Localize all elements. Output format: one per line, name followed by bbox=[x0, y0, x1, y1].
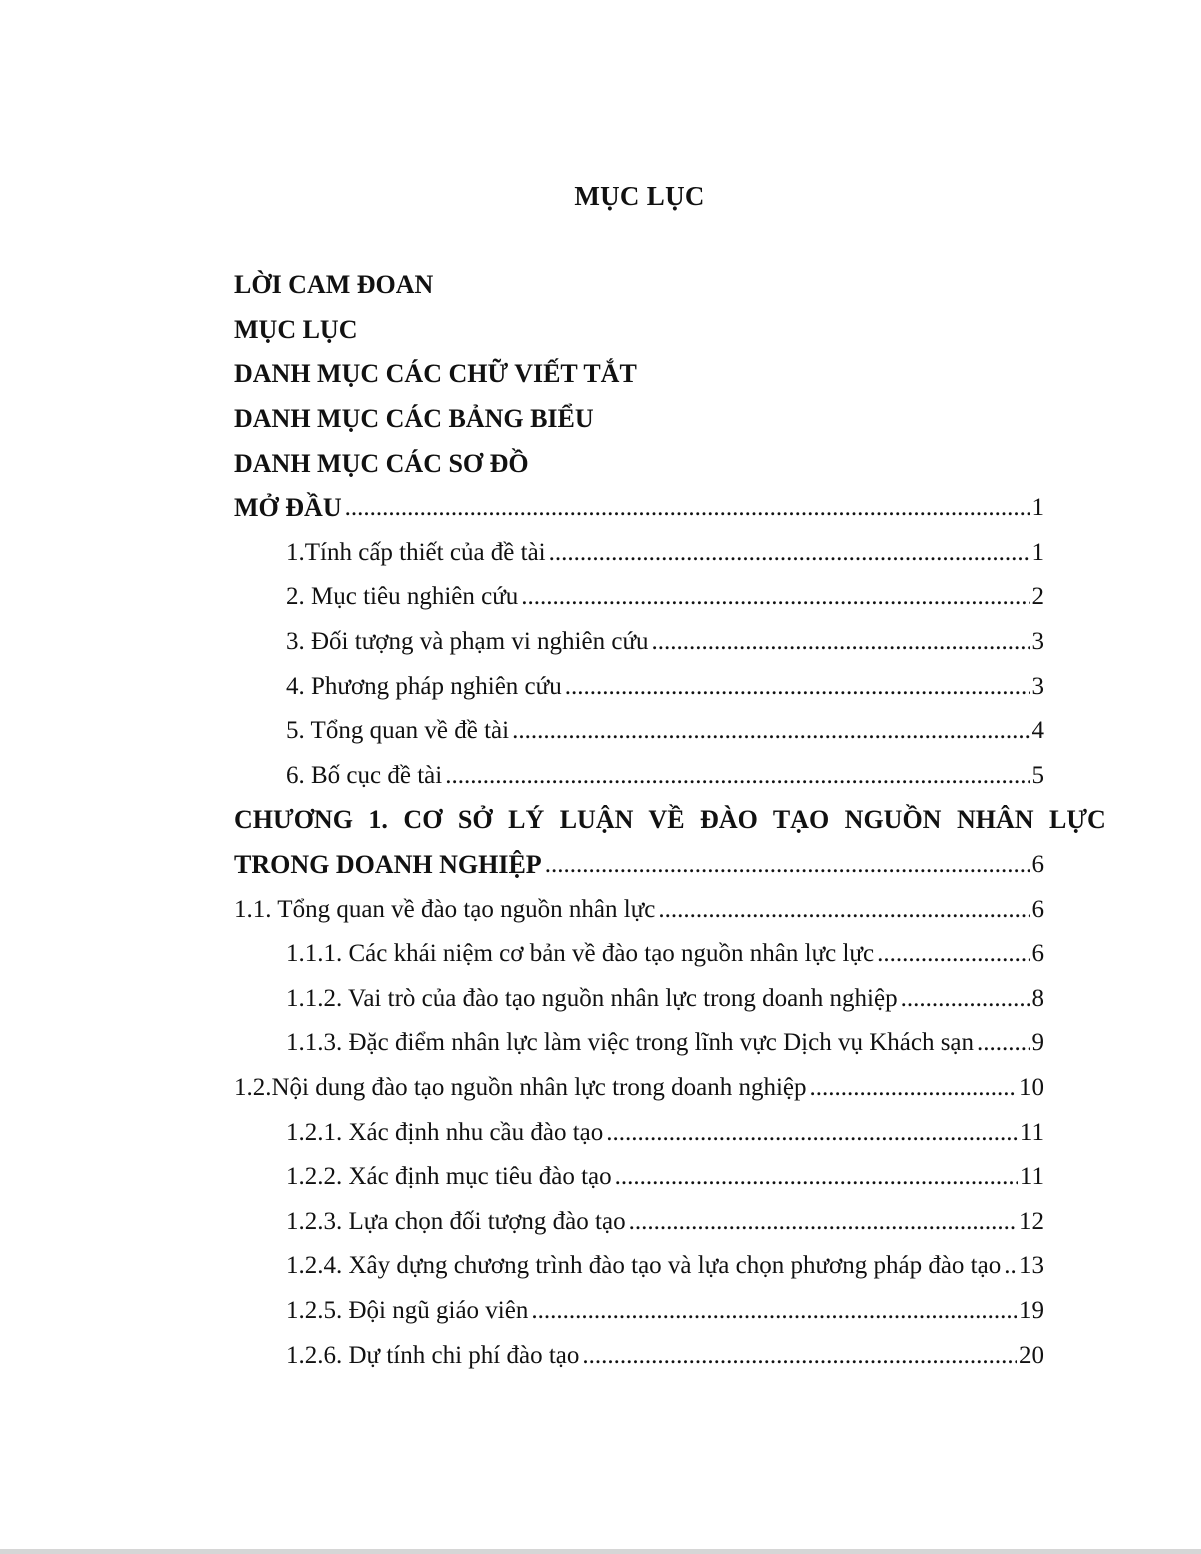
toc-entry-label: MỞ ĐẦU bbox=[234, 493, 342, 523]
toc-entry-label: 2. Mục tiêu nghiên cứu bbox=[286, 583, 519, 611]
toc-page-number: 5 bbox=[1031, 761, 1044, 789]
toc-page-number: 11 bbox=[1019, 1163, 1044, 1191]
toc-entry[interactable] bbox=[234, 977, 1044, 1022]
dot-leader bbox=[652, 627, 1030, 657]
toc-entry[interactable] bbox=[234, 664, 1044, 709]
toc-entry-label: 1.2.1. Xác định nhu cầu đào tạo bbox=[286, 1118, 604, 1146]
toc-page-number: 2 bbox=[1031, 583, 1044, 611]
toc-entry-label: DANH MỤC CÁC CHỮ VIẾT TẮT bbox=[234, 359, 637, 389]
toc-entry-label: 1.2.6. Dự tính chi phí đào tạo bbox=[286, 1341, 580, 1369]
dot-leader bbox=[901, 984, 1030, 1014]
toc-page-number: 10 bbox=[1019, 1073, 1044, 1101]
toc-entry-label: 1.2.Nội dung đào tạo nguồn nhân lực trong doanh nghiệp bbox=[234, 1073, 807, 1101]
dot-leader bbox=[582, 1341, 1017, 1371]
dot-leader bbox=[521, 582, 1029, 612]
toc-entry[interactable] bbox=[234, 932, 1044, 977]
toc-page-number: 11 bbox=[1019, 1118, 1044, 1146]
toc-entry[interactable] bbox=[234, 1066, 1044, 1111]
toc-page-number: 4 bbox=[1031, 717, 1044, 745]
page-bottom-edge bbox=[0, 1549, 1201, 1554]
toc-entry-label: DANH MỤC CÁC SƠ ĐỒ bbox=[234, 448, 529, 478]
toc-entry[interactable] bbox=[234, 620, 1044, 665]
toc-entry[interactable] bbox=[234, 1333, 1044, 1378]
toc-entry[interactable] bbox=[234, 397, 1044, 442]
dot-leader bbox=[445, 761, 1029, 791]
toc-entry-label: 1.2.4. Xây dựng chương trình đào tạo và lựa chọn phương pháp đào tạo bbox=[286, 1252, 1002, 1280]
toc-entry-label: CHƯƠNG 1. CƠ SỞ LÝ LUẬN VỀ ĐÀO TẠO NGUỒN NHÂN LỰC bbox=[234, 805, 1106, 835]
toc-page-number: 19 bbox=[1019, 1296, 1044, 1324]
toc-page-number: 3 bbox=[1031, 628, 1044, 656]
toc-entry[interactable] bbox=[234, 1155, 1044, 1200]
toc-entry[interactable] bbox=[234, 575, 1044, 620]
dot-leader bbox=[810, 1073, 1018, 1103]
toc-entry-label: 1.1. Tổng quan về đào tạo nguồn nhân lực bbox=[234, 895, 656, 923]
toc-page-number: 1 bbox=[1031, 538, 1044, 566]
dot-leader bbox=[545, 850, 1030, 880]
toc-page-number: 9 bbox=[1031, 1029, 1044, 1057]
toc-entry[interactable] bbox=[234, 798, 1106, 843]
dot-leader bbox=[512, 716, 1029, 746]
dot-leader bbox=[658, 895, 1029, 925]
toc-entry[interactable] bbox=[234, 486, 1044, 531]
toc-page-number: 8 bbox=[1031, 984, 1044, 1012]
dot-leader bbox=[549, 538, 1030, 568]
toc-entry[interactable] bbox=[234, 1110, 1044, 1155]
toc-page-number: 1 bbox=[1031, 494, 1044, 522]
dot-leader bbox=[877, 939, 1029, 969]
toc-entry-label: LỜI CAM ĐOAN bbox=[234, 270, 434, 300]
toc-entry-label: DANH MỤC CÁC BẢNG BIỂU bbox=[234, 404, 594, 434]
toc-entry[interactable] bbox=[234, 887, 1044, 932]
table-of-contents bbox=[234, 263, 1106, 1378]
dot-leader bbox=[345, 493, 1030, 523]
dot-leader bbox=[531, 1296, 1017, 1326]
dot-leader bbox=[615, 1162, 1018, 1192]
toc-page-number: 3 bbox=[1031, 672, 1044, 700]
toc-page-number: 6 bbox=[1031, 895, 1044, 923]
toc-page-number: 12 bbox=[1019, 1207, 1044, 1235]
toc-entry-label: 1.Tính cấp thiết của đề tài bbox=[286, 538, 546, 566]
toc-entry-label: 3. Đối tượng và phạm vi nghiên cứu bbox=[286, 628, 649, 656]
toc-entry[interactable] bbox=[234, 531, 1044, 576]
dot-leader bbox=[629, 1207, 1017, 1237]
page-title: MỤC LỤC bbox=[574, 181, 705, 211]
dot-leader bbox=[1004, 1251, 1017, 1281]
toc-page-number: 20 bbox=[1019, 1341, 1044, 1369]
toc-entry[interactable] bbox=[234, 1289, 1044, 1334]
toc-entry[interactable] bbox=[234, 1244, 1044, 1289]
toc-entry[interactable] bbox=[234, 263, 1044, 308]
toc-entry-label: 1.1.2. Vai trò của đào tạo nguồn nhân lực trong doanh nghiệp bbox=[286, 984, 898, 1012]
toc-entry-label: 1.2.5. Đội ngũ giáo viên bbox=[286, 1296, 529, 1324]
toc-entry[interactable] bbox=[234, 843, 1044, 888]
toc-entry[interactable] bbox=[234, 352, 1044, 397]
dot-leader bbox=[606, 1118, 1018, 1148]
toc-entry-label: 4. Phương pháp nghiên cứu bbox=[286, 672, 562, 700]
toc-entry[interactable] bbox=[234, 709, 1044, 754]
toc-entry-label: TRONG DOANH NGHIỆP bbox=[234, 850, 542, 880]
toc-entry[interactable] bbox=[234, 441, 1044, 486]
toc-entry[interactable] bbox=[234, 308, 1044, 353]
toc-entry-label: 6. Bố cục đề tài bbox=[286, 761, 443, 789]
toc-entry[interactable] bbox=[234, 754, 1044, 799]
toc-entry-label: 1.2.2. Xác định mục tiêu đào tạo bbox=[286, 1163, 612, 1191]
toc-page-number: 13 bbox=[1019, 1252, 1044, 1280]
dot-leader bbox=[977, 1028, 1029, 1058]
toc-entry-label: 1.1.1. Các khái niệm cơ bản về đào tạo nguồn nhân lực lực bbox=[286, 940, 875, 968]
toc-page-number: 6 bbox=[1031, 851, 1044, 879]
toc-entry-label: 1.1.3. Đặc điểm nhân lực làm việc trong lĩnh vực Dịch vụ Khách sạn bbox=[286, 1029, 975, 1057]
dot-leader bbox=[565, 672, 1030, 702]
toc-entry-label: 5. Tổng quan về đề tài bbox=[286, 717, 510, 745]
toc-entry[interactable] bbox=[234, 1199, 1044, 1244]
toc-page-number: 6 bbox=[1031, 940, 1044, 968]
toc-entry-label: 1.2.3. Lựa chọn đối tượng đào tạo bbox=[286, 1207, 626, 1235]
toc-entry[interactable] bbox=[234, 1021, 1044, 1066]
toc-entry-label: MỤC LỤC bbox=[234, 314, 358, 344]
